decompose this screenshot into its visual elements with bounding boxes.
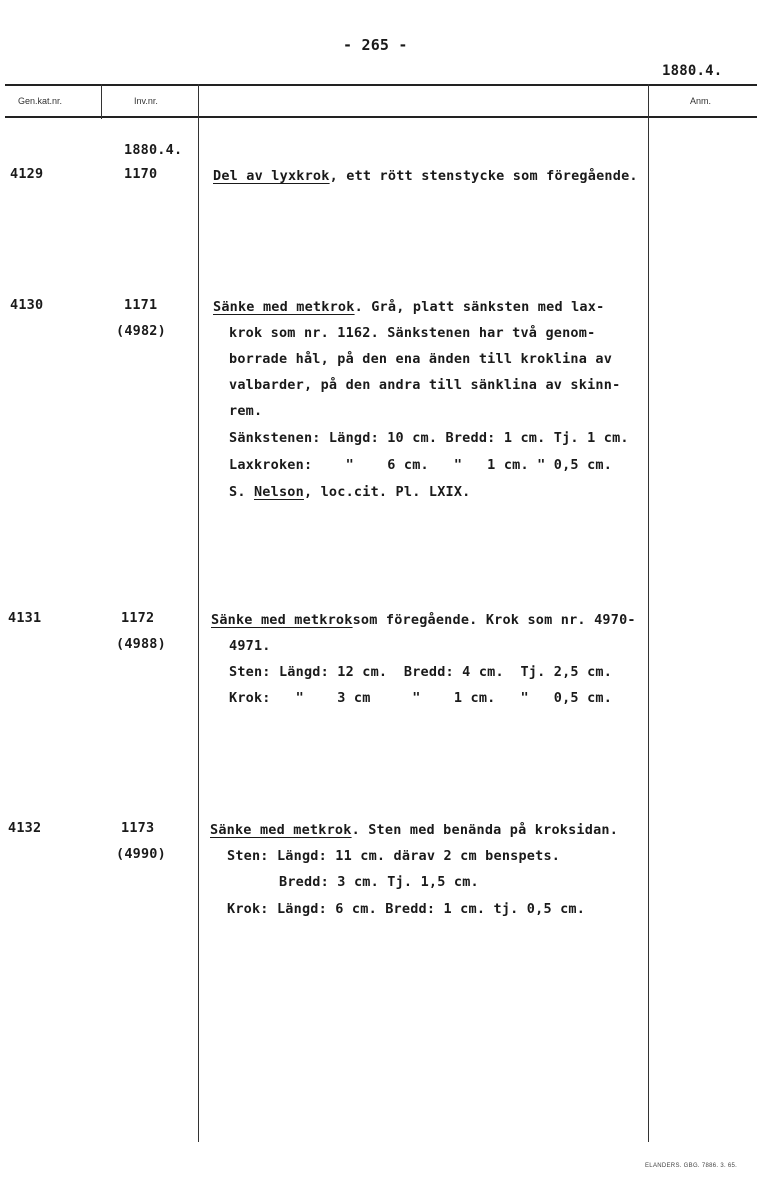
entry-text: borrade hål, på den ena änden till kroklina av: [229, 351, 613, 367]
year-header: 1880.4.: [662, 63, 723, 79]
entry-text: 4971.: [229, 638, 271, 654]
page-number: - 265 -: [343, 36, 408, 54]
inv-number: 1170: [124, 166, 158, 182]
measurement-line: Bredd: 3 cm. Tj. 1,5 cm.: [279, 874, 479, 890]
measurement-line: Laxkroken: " 6 cm. " 1 cm. " 0,5 cm.: [229, 457, 613, 473]
printer-mark: ELANDERS. GBG. 7886. 3. 65.: [645, 1163, 738, 1169]
reference-line: [229, 484, 471, 500]
inv-number: 1171: [124, 297, 158, 313]
header-top-rule: [5, 84, 757, 86]
gen-kat-number: 4130: [10, 297, 44, 313]
entry-text: rem.: [229, 403, 263, 419]
column-header-anm: Anm.: [690, 96, 712, 106]
reference-text: , loc.cit. Pl. LXIX.: [303, 484, 471, 500]
entry-text: . Grå, platt sänksten med lax-: [354, 299, 605, 315]
column-rule-gen-inv: [101, 84, 102, 119]
entry-text: valbarder, på den andra till sänklina av skinn-: [229, 377, 621, 393]
measurement-line: Krok: " 3 cm " 1 cm. " 0,5 cm.: [229, 690, 613, 706]
column-rule-inv-desc: [198, 116, 199, 1142]
entry-text: krok som nr. 1162. Sänkstenen har två genom-: [229, 325, 596, 341]
entry-description-line: [210, 822, 618, 838]
measurement-line: Sten: Längd: 11 cm. därav 2 cm benspets.: [227, 848, 561, 864]
entry-text: , ett rött stenstycke som föregående.: [329, 168, 638, 184]
entry-text: som föregående. Krok som nr. 4970-: [352, 612, 636, 628]
column-header-inv: Inv.nr.: [134, 96, 158, 106]
old-inv-number: (4990): [116, 846, 166, 862]
column-header-gen-kat: Gen.kat.nr.: [18, 96, 63, 106]
entry-title: Sänke med metkrok: [210, 822, 352, 838]
entry-title: Del av lyxkrok: [213, 168, 330, 184]
column-rule-inv-desc-top: [198, 84, 199, 119]
inv-number: 1172: [121, 610, 155, 626]
reference-author: Nelson: [253, 484, 304, 500]
entry-description-line: [213, 299, 604, 315]
entry-description-line: [211, 612, 636, 628]
entry-text: . Sten med benända på kroksidan.: [351, 822, 619, 838]
gen-kat-number: 4131: [8, 610, 42, 626]
entry-description-line: [213, 168, 638, 184]
year-marker: 1880.4.: [124, 142, 183, 158]
gen-kat-number: 4132: [8, 820, 42, 836]
measurement-line: Sänkstenen: Längd: 10 cm. Bredd: 1 cm. Tj. 1 cm.: [229, 430, 629, 446]
reference-prefix: S.: [229, 484, 254, 500]
gen-kat-number: 4129: [10, 166, 44, 182]
old-inv-number: (4988): [116, 636, 166, 652]
inv-number: 1173: [121, 820, 155, 836]
header-bottom-rule: [5, 116, 757, 118]
old-inv-number: (4982): [116, 323, 166, 339]
measurement-line: Sten: Längd: 12 cm. Bredd: 4 cm. Tj. 2,5 cm.: [229, 664, 613, 680]
entry-title: Sänke med metkrok: [213, 299, 355, 315]
column-rule-desc-anm: [648, 84, 649, 1142]
measurement-line: Krok: Längd: 6 cm. Bredd: 1 cm. tj. 0,5 cm.: [227, 901, 586, 917]
entry-title: Sänke med metkrok: [211, 612, 353, 628]
